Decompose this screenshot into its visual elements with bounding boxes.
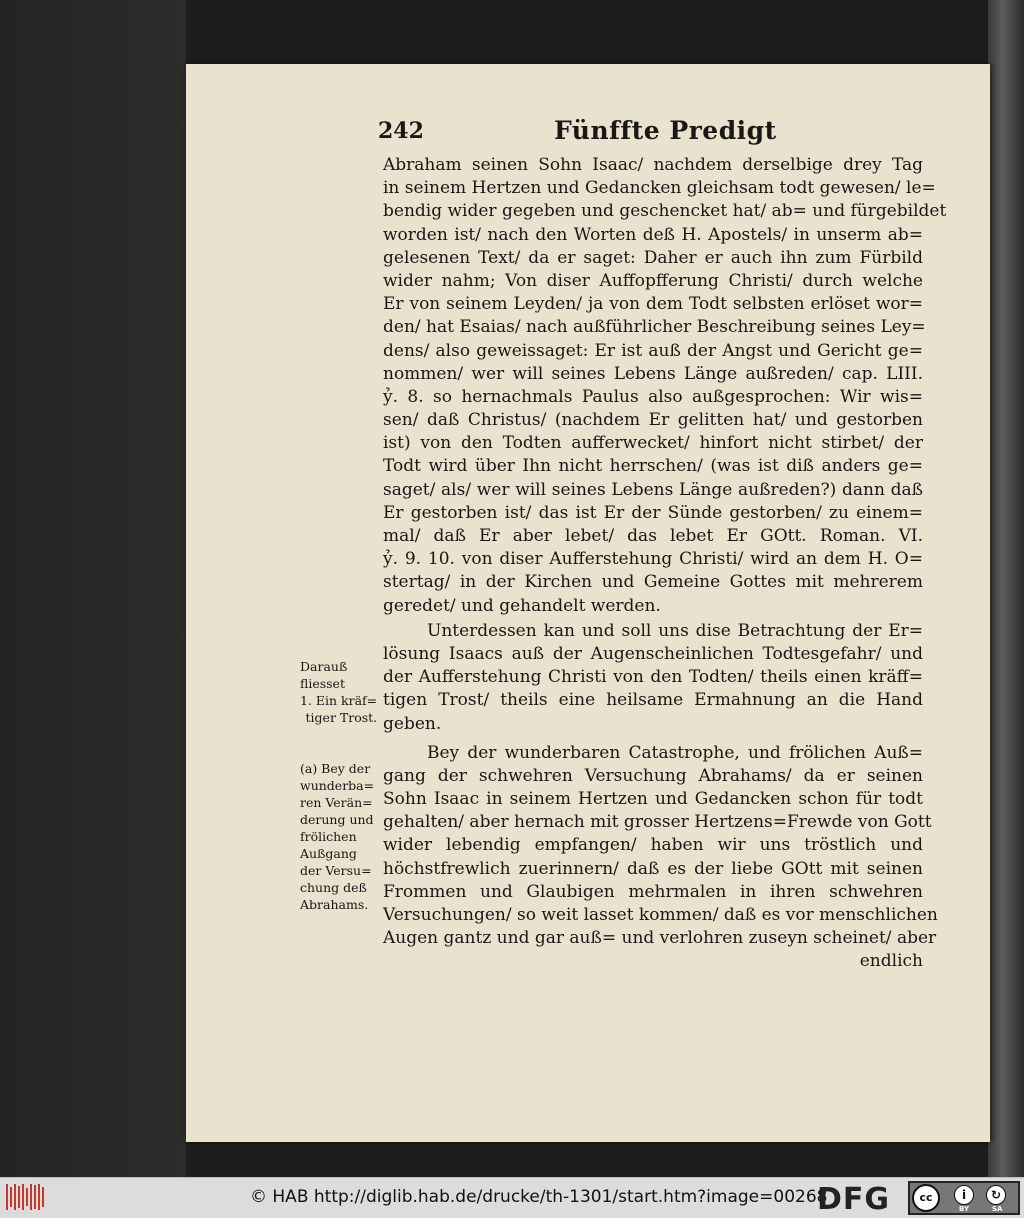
text-line: wider lebendig empfangen/ haben wir uns tröstlich und	[383, 835, 923, 856]
margin-note-line: Abrahams.	[300, 897, 369, 912]
copyright-link[interactable]: © HAB http://diglib.hab.de/drucke/th-1301/start.htm?image=00268	[250, 1187, 828, 1207]
text-line: Augen gantz und gar auß= und verlohren zuseyn scheinet/ aber	[383, 928, 937, 949]
text-line: höchstfrewlich zuerinnern/ daß es der liebe GOtt mit seinen	[383, 858, 923, 879]
margin-note-line: Darauß	[300, 659, 348, 674]
cc-by-label: BY	[959, 1205, 970, 1213]
margin-note-line: frölichen	[300, 829, 357, 844]
margin-note-abraham	[300, 760, 374, 913]
margin-note-line: (a) Bey der	[300, 761, 371, 776]
text-line: dens/ also geweissaget: Er ist auß der Angst und Gericht ge=	[383, 340, 923, 361]
margin-note-line: tiger Trost.	[305, 710, 378, 725]
running-title: Fünffte Predigt	[554, 116, 777, 145]
margin-note-line: Außgang	[300, 846, 357, 861]
text-line: Sohn Isaac in seinem Hertzen und Gedancken schon für todt	[383, 789, 923, 810]
text-line: in seinem Hertzen und Gedancken gleichsam todt gewesen/ le=	[383, 178, 936, 199]
margin-note-line: der Versu=	[300, 863, 372, 878]
text-line: Er gestorben ist/ das ist Er der Sünde gestorben/ zu einem=	[383, 502, 923, 523]
text-line: worden ist/ nach den Worten deß H. Apostels/ in unserm ab=	[383, 224, 923, 245]
cc-sa-label: SA	[992, 1205, 1003, 1213]
cc-icon: cc	[912, 1184, 940, 1212]
text-line: Er von seinem Leyden/ ja von dem Todt selbsten erlöset wor=	[383, 294, 923, 315]
text-line: tigen Trost/ theils eine heilsame Ermahnung an die Hand	[383, 690, 923, 711]
hab-barcode-logo	[6, 1184, 46, 1210]
scan-right-edge	[988, 0, 1024, 1177]
attribution-icon: i	[954, 1185, 974, 1205]
margin-note-line: wunderba=	[300, 778, 375, 793]
text-line: saget/ als/ wer will seines Lebens Länge außreden?) dann daß	[383, 479, 923, 500]
text-line: gehalten/ aber hernach mit grosser Hertzens=Frewde von Gott	[383, 812, 932, 833]
viewer-footer	[0, 1177, 1024, 1218]
text-line: sen/ daß Christus/ (nachdem Er gelitten hat/ und gestorben	[383, 410, 923, 431]
dfg-logo: DFG	[817, 1182, 891, 1217]
body-text	[383, 154, 947, 974]
margin-note-line: 1. Ein kräf=	[300, 693, 378, 708]
text-line: Bey der wunderbaren Catastrophe, und frölichen Auß=	[427, 742, 923, 763]
text-line: Unterdessen kan und soll uns dise Betrachtung der Er=	[427, 620, 923, 641]
page-number: 242	[378, 118, 424, 144]
text-line: geben.	[383, 713, 442, 734]
text-line: ỷ. 8. so hernachmals Paulus also außgesprochen: Wir wis=	[383, 386, 923, 407]
page-header	[378, 118, 938, 148]
text-line: mal/ daß Er aber lebet/ das lebet Er GOtt. Roman. VI.	[383, 526, 923, 546]
text-line: lösung Isaacs auß der Augenscheinlichen Todtesgefahr/ und	[383, 643, 923, 664]
text-line: ist) von den Todten aufferwecket/ hinfort nicht stirbet/ der	[383, 433, 923, 454]
cc-license-badge[interactable]	[908, 1181, 1020, 1215]
text-line: den/ hat Esaias/ nach außführlicher Beschreibung seines Ley=	[383, 317, 926, 338]
text-line: bendig wider gegeben und geschencket hat/ ab= und fürgebildet	[383, 201, 947, 222]
margin-note-line: derung und	[300, 812, 374, 827]
text-line: der Aufferstehung Christi von den Todten/ theils einen kräff=	[383, 667, 923, 688]
text-line: Abraham seinen Sohn Isaac/ nachdem derselbige drey Tag	[383, 155, 923, 175]
share-alike-icon: ↻	[986, 1185, 1006, 1205]
text-line: gang der schwehren Versuchung Abrahams/ da er seinen	[383, 765, 923, 786]
margin-note-line: ren Verän=	[300, 795, 373, 810]
margin-note-line: chung deß	[300, 880, 367, 895]
text-line: nommen/ wer will seines Lebens Länge außreden/ cap. LIII.	[383, 363, 923, 384]
text-line: wider nahm; Von diser Auffopfferung Christi/ durch welche	[383, 270, 923, 291]
text-line: Frommen und Glaubigen mehrmalen in ihren schwehren	[383, 881, 923, 902]
text-line: stertag/ in der Kirchen und Gemeine Gottes mit mehrerem	[383, 572, 923, 593]
text-line: Todt wird über Ihn nicht herrschen/ (was ist diß anders ge=	[383, 456, 923, 477]
margin-note-consolation	[300, 658, 377, 726]
text-line: Versuchungen/ so weit lasset kommen/ daß es vor menschlichen	[383, 905, 938, 925]
margin-note-line: fliesset	[300, 676, 345, 691]
text-line: geredet/ und gehandelt werden.	[383, 595, 661, 616]
scan-left-edge	[0, 0, 186, 1177]
text-line: gelesenen Text/ da er saget: Daher er auch ihn zum Fürbild	[383, 247, 923, 268]
text-line: ỷ. 9. 10. von diser Aufferstehung Christi/ wird an dem H. O=	[383, 549, 923, 570]
catchword: endlich	[859, 951, 923, 972]
